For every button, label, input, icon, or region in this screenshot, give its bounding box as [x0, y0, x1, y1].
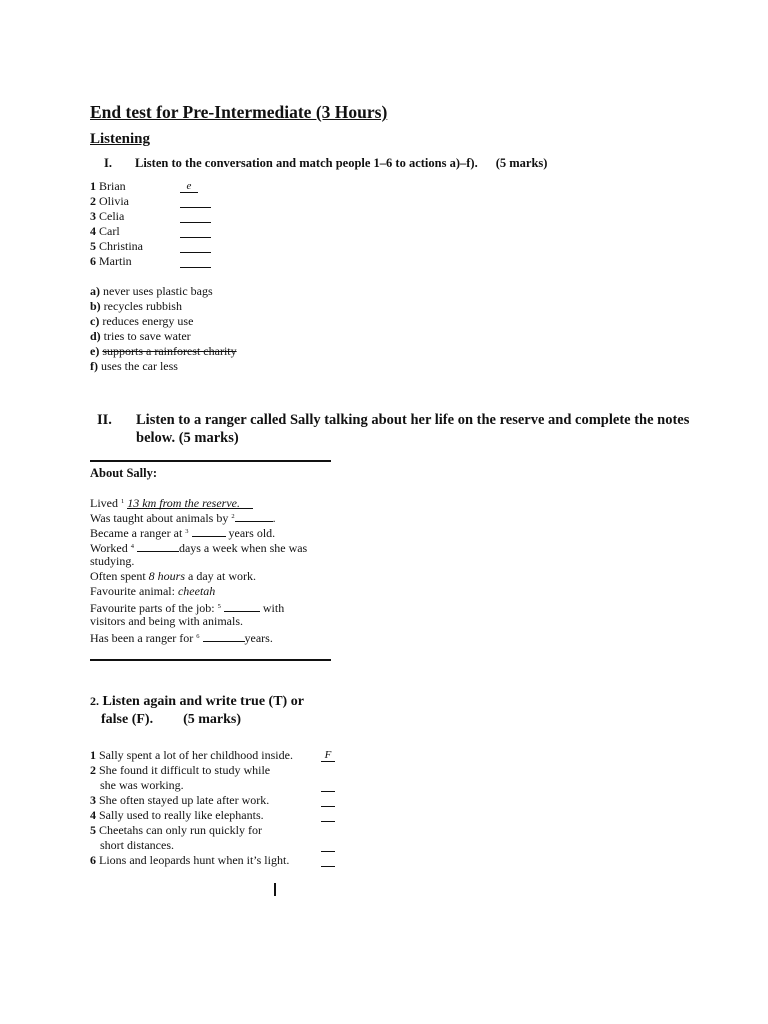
note-number: 4: [130, 543, 134, 550]
note-text: Lived: [90, 496, 118, 510]
note-text: Worked: [90, 541, 128, 555]
list-item: [90, 284, 237, 299]
note-text: days a week when she was: [178, 541, 308, 555]
note-number: 1: [121, 498, 125, 505]
list-item: [90, 853, 293, 868]
list-item: [90, 179, 192, 194]
answer-blank[interactable]: [224, 599, 260, 612]
list-item: [90, 793, 293, 808]
list-item: [90, 748, 332, 763]
people-list: [90, 179, 192, 269]
action-text: tries to save water: [103, 329, 191, 343]
about-heading: About Sally:: [90, 466, 158, 480]
section-heading: Listening: [90, 131, 151, 147]
note-text: Has been a ranger for: [90, 631, 194, 645]
list-item: [90, 823, 293, 838]
note-line: [90, 554, 307, 569]
note-text: Was taught about animals by: [90, 511, 229, 525]
task2-number: II.: [97, 412, 112, 428]
action-text: uses the car less: [101, 359, 178, 373]
person-name: Brian: [99, 179, 126, 193]
answer-blank[interactable]: [321, 793, 335, 807]
true-false-list: [90, 748, 332, 868]
answer-blank[interactable]: [321, 838, 335, 852]
item-number: 4: [90, 224, 96, 238]
answer-blank[interactable]: [192, 524, 226, 537]
task3-instruction: [90, 692, 304, 729]
list-item: [90, 194, 143, 209]
list-item: [90, 224, 143, 239]
note-text: studying.: [90, 554, 135, 568]
divider-top: [90, 460, 331, 462]
note-line: [90, 494, 307, 509]
answer-blank[interactable]: [180, 254, 211, 268]
statement-text: short distances.: [100, 838, 174, 852]
task3-line1: Listen again and write true (T) or: [102, 694, 304, 709]
item-number: 2: [90, 194, 96, 208]
action-text: never uses plastic bags: [103, 284, 213, 298]
statement-text: She found it difficult to study while: [99, 763, 271, 777]
note-line: [90, 569, 307, 584]
list-item: [90, 254, 143, 269]
answer-blank[interactable]: [137, 539, 179, 552]
list-item: [90, 359, 237, 374]
person-name: Carl: [99, 224, 120, 238]
statement-text: Sally spent a lot of her childhood inside.: [99, 748, 293, 762]
list-item: [90, 808, 293, 823]
note-number: 3: [185, 528, 189, 535]
answer-blank[interactable]: [180, 209, 211, 223]
item-number: 1: [90, 179, 96, 193]
task3-number: 2.: [90, 694, 99, 708]
list-item-continued: [90, 838, 293, 853]
note-text: years.: [244, 631, 273, 645]
list-item-continued: [90, 778, 293, 793]
answer-blank[interactable]: [321, 853, 335, 867]
item-number: 5: [90, 239, 96, 253]
list-item: [90, 763, 293, 778]
note-number: 6: [196, 633, 200, 640]
person-name: Olivia: [99, 194, 129, 208]
note-value: 8 hours: [148, 569, 185, 583]
answer-blank[interactable]: [235, 509, 273, 522]
answer-blank[interactable]: e: [180, 179, 198, 193]
item-key: e): [90, 344, 100, 358]
note-text: Favourite animal:: [90, 584, 175, 598]
list-item: [90, 314, 237, 329]
note-text: Became a ranger at: [90, 526, 183, 540]
statement-text: Cheetahs can only run quickly for: [99, 823, 262, 837]
item-number: 1: [90, 748, 96, 762]
item-key: c): [90, 314, 100, 328]
answer-blank[interactable]: [321, 808, 335, 822]
person-name: Martin: [99, 254, 132, 268]
task3-line2: false (F).: [101, 712, 154, 727]
text-cursor: [274, 883, 276, 896]
item-number: 4: [90, 808, 96, 822]
person-name: Christina: [99, 239, 143, 253]
list-item: [90, 329, 237, 344]
note-line: [90, 524, 307, 539]
list-item: [90, 299, 237, 314]
note-line: [90, 539, 307, 554]
item-number: 6: [90, 254, 96, 268]
person-name: Celia: [99, 209, 125, 223]
note-line: Was taught about animals by $^2$ .: [90, 511, 276, 525]
example-answer: 13 km from the reserve.: [127, 496, 253, 509]
note-value: cheetah: [177, 584, 216, 598]
notes-block: [90, 494, 307, 644]
task2-text: Listen to a ranger called Sally talking about her life on the reserve and complete the notes below. (5 marks): [136, 412, 690, 446]
note-line: [90, 584, 307, 599]
note-text: Often spent: [90, 569, 146, 583]
answer-blank[interactable]: [321, 778, 335, 792]
task1-marks: (5 marks): [495, 156, 548, 170]
note-text: years old.: [228, 526, 276, 540]
item-number: 5: [90, 823, 96, 837]
statement-text: she was working.: [100, 778, 184, 792]
item-number: 3: [90, 793, 96, 807]
list-item: [90, 344, 237, 359]
note-text: visitors and being with animals.: [90, 614, 243, 628]
actions-list: [90, 284, 237, 374]
page-title: End test for Pre-Intermediate (3 Hours): [90, 102, 388, 122]
task1-text: Listen to the conversation and match people 1–6 to actions a)–f).: [135, 156, 478, 170]
answer-blank[interactable]: [180, 224, 211, 238]
note-text: Favourite parts of the job:: [90, 601, 215, 615]
answer-blank[interactable]: [203, 629, 245, 642]
note-line: [90, 614, 307, 629]
task3-marks: (5 marks): [183, 712, 242, 727]
note-number: 2: [231, 513, 235, 520]
action-text-crossed-out: supports a rainforest charity: [102, 344, 237, 358]
divider-bottom: [90, 659, 331, 661]
answer-blank[interactable]: F: [321, 748, 335, 762]
note-line: [90, 629, 307, 644]
task1-instruction: [104, 156, 547, 171]
item-number: 2: [90, 763, 96, 777]
action-text: reduces energy use: [102, 314, 194, 328]
item-number: 3: [90, 209, 96, 223]
statement-text: Lions and leopards hunt when it’s light.: [99, 853, 290, 867]
item-number: 6: [90, 853, 96, 867]
task1-number: I.: [104, 156, 112, 170]
statement-text: Sally used to really like elephants.: [99, 808, 264, 822]
item-key: b): [90, 299, 101, 313]
note-text: a day at work.: [188, 569, 256, 583]
action-text: recycles rubbish: [103, 299, 182, 313]
note-number: 5: [217, 603, 221, 610]
statement-text: She often stayed up late after work.: [99, 793, 270, 807]
note-line: [90, 599, 307, 614]
item-key: a): [90, 284, 100, 298]
note-text: with: [262, 601, 285, 615]
item-key: f): [90, 359, 98, 373]
list-item: [90, 209, 143, 224]
answer-blank[interactable]: [180, 239, 211, 253]
answer-blank[interactable]: [180, 194, 211, 208]
list-item: [90, 239, 143, 254]
item-key: d): [90, 329, 101, 343]
